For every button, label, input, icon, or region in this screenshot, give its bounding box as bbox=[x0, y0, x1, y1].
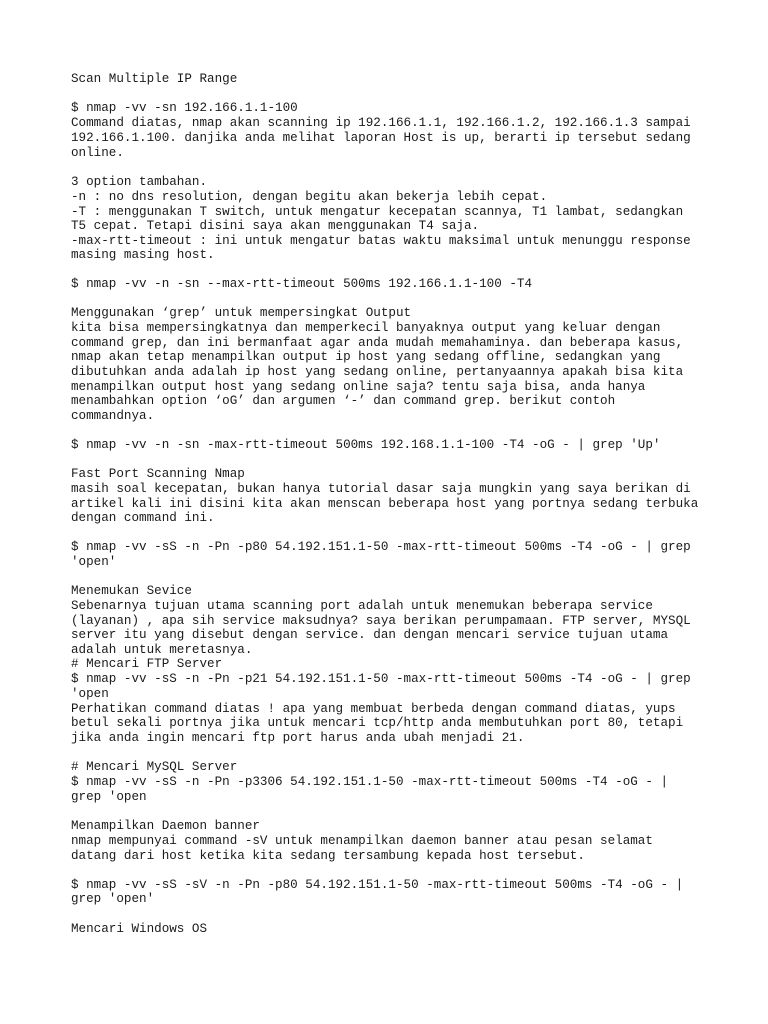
command-line: $ nmap -vv -n -sn -max-rtt-timeout 500ms 192.168.1.1-100 -T4 -oG - | grep 'Up' bbox=[71, 438, 661, 452]
command-line: 'open bbox=[71, 687, 109, 701]
command-line: grep 'open' bbox=[71, 892, 155, 906]
paragraph-line: kita bisa mempersingkatnya dan memperkecil banyaknya output yang keluar dengan bbox=[71, 321, 661, 335]
comment-line: # Mencari MySQL Server bbox=[71, 760, 238, 774]
paragraph-line: nmap mempunyai command -sV untuk menampilkan daemon banner atau pesan selamat bbox=[71, 834, 653, 848]
paragraph-line: artikel kali ini disini kita akan menscan beberapa host yang portnya sedang terbuka bbox=[71, 497, 699, 511]
paragraph-line: 192.166.1.100. danjika anda melihat laporan Host is up, berarti ip tersebut sedang bbox=[71, 131, 691, 145]
comment-line: # Mencari FTP Server bbox=[71, 657, 223, 671]
paragraph-line: dibutuhkan anda adalah ip host yang sedang online, pertanyaannya apakah bisa kita bbox=[71, 365, 684, 379]
paragraph-line: jika anda ingin mencari ftp port harus anda ubah menjadi 21. bbox=[71, 731, 525, 745]
command-line: $ nmap -vv -sS -n -Pn -p80 54.192.151.1-50 -max-rtt-timeout 500ms -T4 -oG - | grep bbox=[71, 540, 691, 554]
paragraph-line: adalah untuk meretasnya. bbox=[71, 643, 253, 657]
section-heading-windows-os: Mencari Windows OS bbox=[71, 922, 208, 936]
command-line: $ nmap -vv -sS -n -Pn -p21 54.192.151.1-50 -max-rtt-timeout 500ms -T4 -oG - | grep bbox=[71, 672, 691, 686]
paragraph-line: commandnya. bbox=[71, 409, 155, 423]
paragraph-line: datang dari host ketika kita sedang tersambung kepada host tersebut. bbox=[71, 849, 585, 863]
paragraph-line: Sebenarnya tujuan utama scanning port adalah untuk menemukan beberapa service bbox=[71, 599, 653, 613]
section-heading-daemon-banner: Menampilkan Daemon banner bbox=[71, 819, 260, 833]
paragraph-line: server itu yang disebut dengan service. dan dengan mencari service tujuan utama bbox=[71, 628, 669, 642]
command-line: $ nmap -vv -sn 192.166.1.1-100 bbox=[71, 101, 298, 115]
section-heading-menemukan-service: Menemukan Sevice bbox=[71, 584, 192, 598]
command-line: $ nmap -vv -sS -n -Pn -p3306 54.192.151.1-50 -max-rtt-timeout 500ms -T4 -oG - | bbox=[71, 775, 669, 789]
section-heading-fast-port-scanning: Fast Port Scanning Nmap bbox=[71, 467, 245, 481]
paragraph-line: command grep, dan ini bermanfaat agar anda mudah memahaminya. dan beberapa kasus, bbox=[71, 336, 684, 350]
paragraph-line: online. bbox=[71, 146, 124, 160]
paragraph-line: 3 option tambahan. bbox=[71, 175, 208, 189]
paragraph-line: Perhatikan command diatas ! apa yang membuat berbeda dengan command diatas, yups bbox=[71, 702, 676, 716]
command-line: $ nmap -vv -sS -sV -n -Pn -p80 54.192.151.1-50 -max-rtt-timeout 500ms -T4 -oG - | bbox=[71, 878, 684, 892]
paragraph-line: -n : no dns resolution, dengan begitu akan bekerja lebih cepat. bbox=[71, 190, 548, 204]
paragraph-line: dengan command ini. bbox=[71, 511, 215, 525]
paragraph-line: masing masing host. bbox=[71, 248, 215, 262]
paragraph-line: betul sekali portnya jika untuk mencari tcp/http anda membutuhkan port 80, tetapi bbox=[71, 716, 684, 730]
paragraph-line: T5 cepat. Tetapi disini saya akan menggunakan T4 saja. bbox=[71, 219, 480, 233]
paragraph-line: nmap akan tetap menampilkan output ip host yang sedang offline, sedangkan yang bbox=[71, 350, 661, 364]
command-line: $ nmap -vv -n -sn --max-rtt-timeout 500ms 192.166.1.1-100 -T4 bbox=[71, 277, 533, 291]
paragraph-line: -max-rtt-timeout : ini untuk mengatur batas waktu maksimal untuk menunggu response bbox=[71, 234, 691, 248]
paragraph-line: -T : menggunakan T switch, untuk mengatur kecepatan scannya, T1 lambat, sedangkan bbox=[71, 205, 684, 219]
command-line: 'open' bbox=[71, 555, 117, 569]
paragraph-line: masih soal kecepatan, bukan hanya tutorial dasar saja mungkin yang saya berikan di bbox=[71, 482, 691, 496]
paragraph-line: (layanan) , apa sih service maksudnya? saya berikan perumpamaan. FTP server, MYSQL bbox=[71, 614, 691, 628]
paragraph-line: Command diatas, nmap akan scanning ip 192.166.1.1, 192.166.1.2, 192.166.1.3 sampai bbox=[71, 116, 691, 130]
paragraph-line: menampilkan output host yang sedang online saja? tentu saja bisa, anda hanya bbox=[71, 380, 646, 394]
section-heading-scan-multiple-ip: Scan Multiple IP Range bbox=[71, 72, 238, 86]
command-line: grep 'open bbox=[71, 790, 147, 804]
paragraph-line: menambahkan option ‘oG’ dan argumen ‘-’ dan command grep. berikut contoh bbox=[71, 394, 616, 408]
section-heading-grep: Menggunakan ‘grep’ untuk mempersingkat Output bbox=[71, 306, 412, 320]
